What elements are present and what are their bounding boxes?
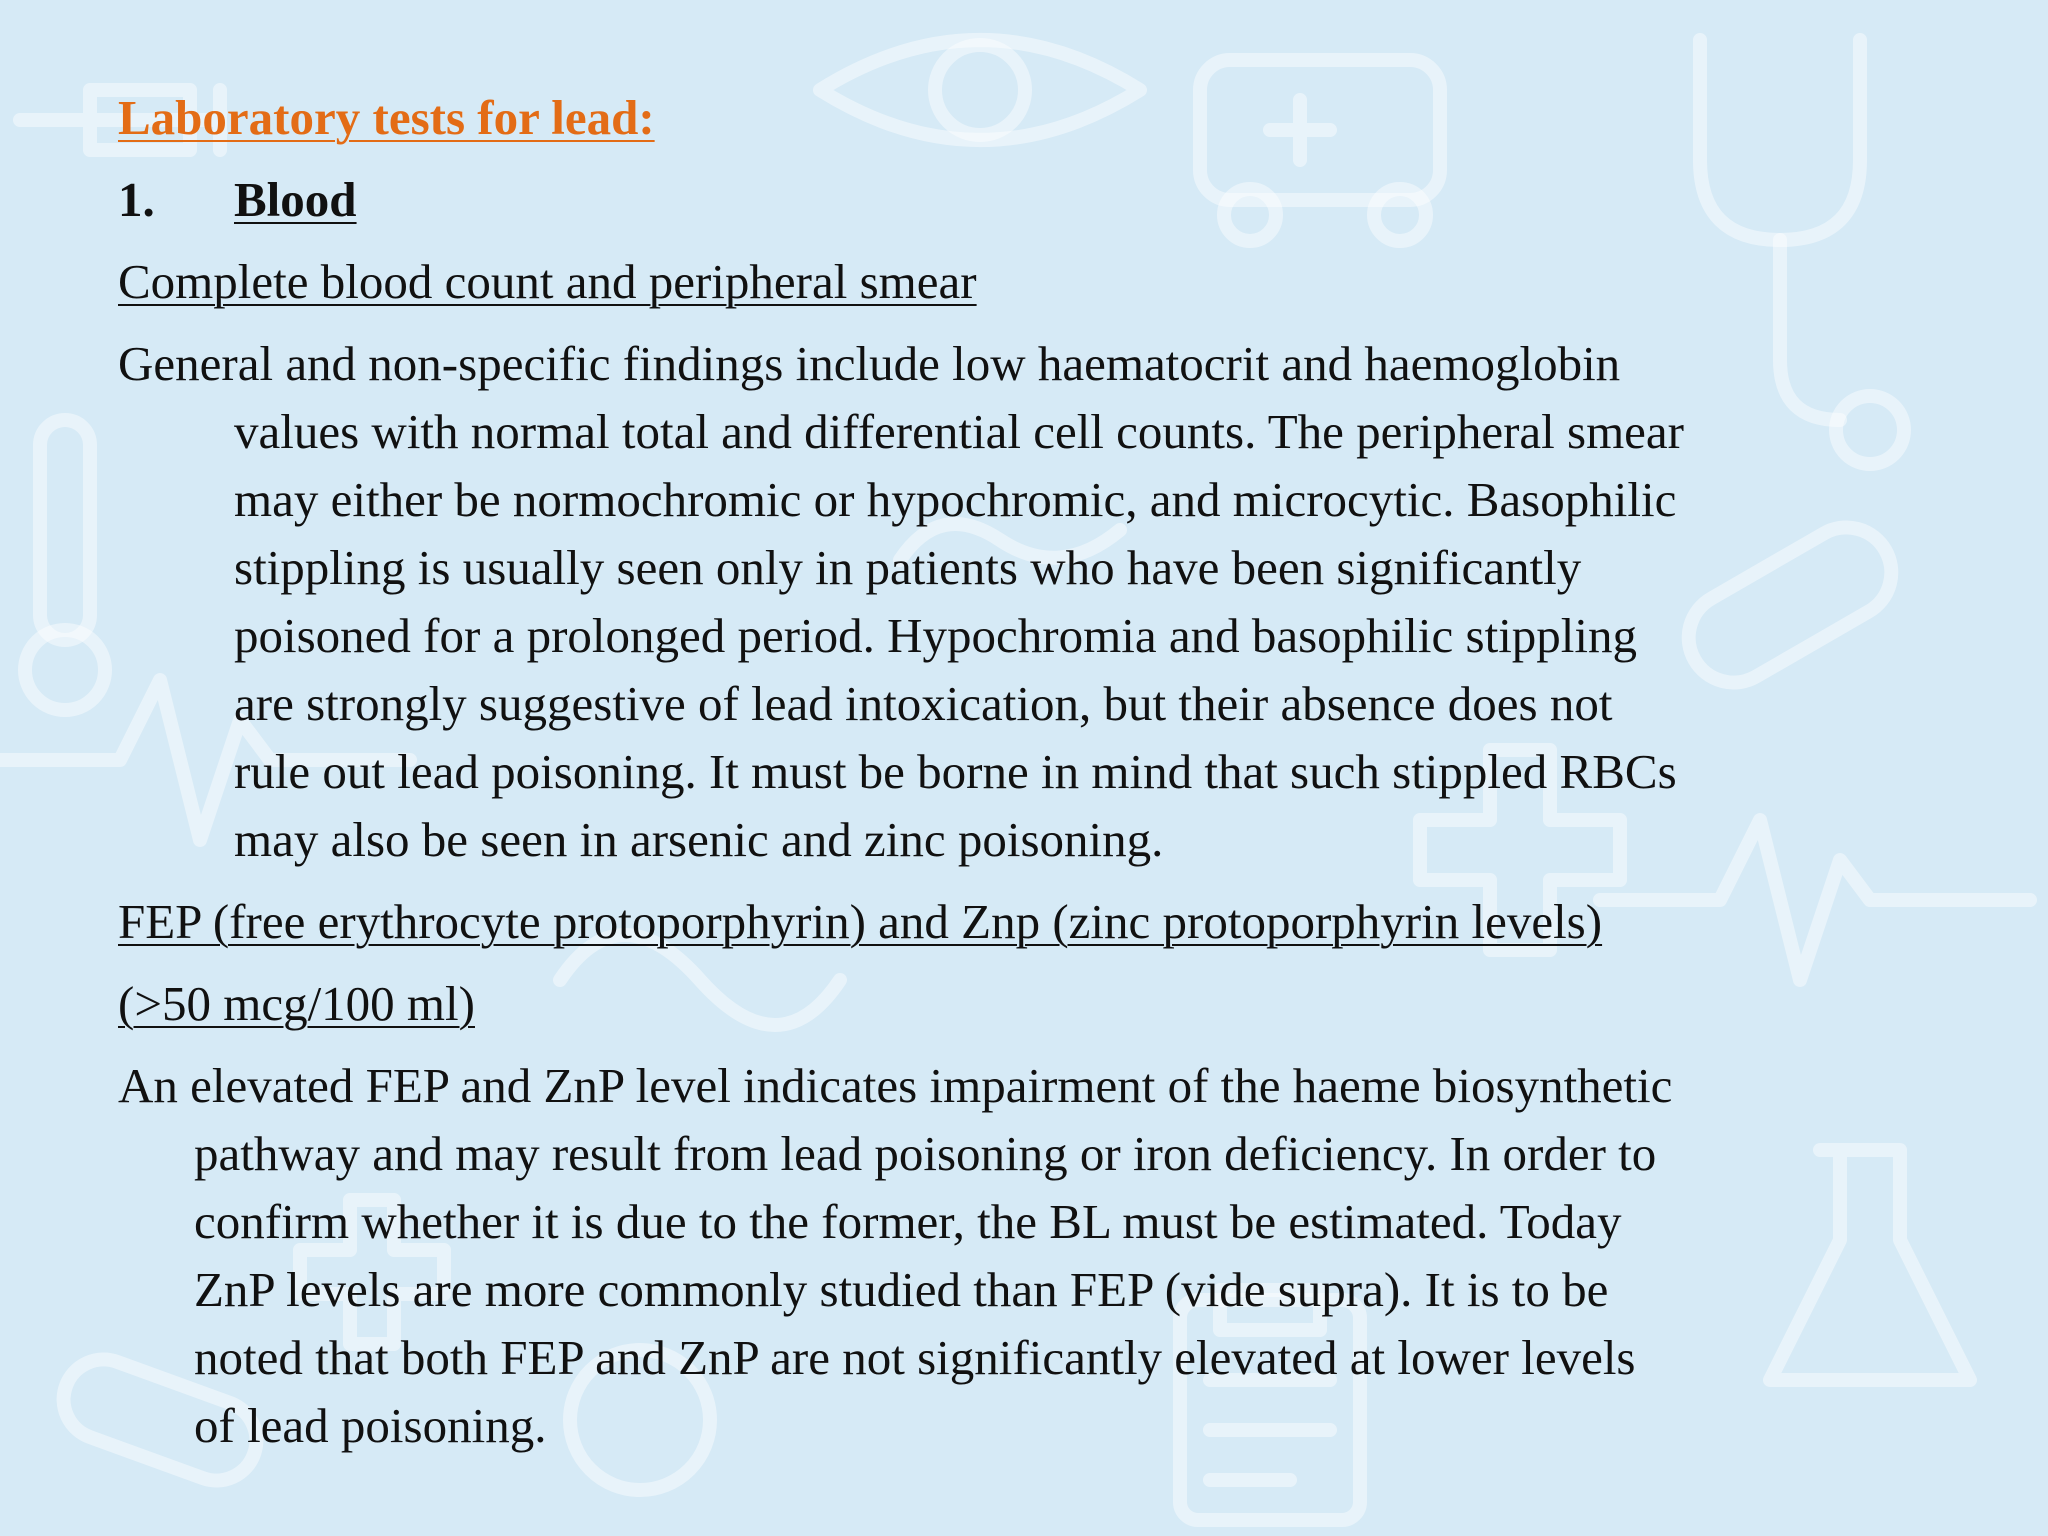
section-title: Blood <box>234 172 357 227</box>
subheading-cbc: Complete blood count and peripheral smear <box>118 254 977 309</box>
paragraph-line: of lead poisoning. <box>194 1398 547 1453</box>
paragraph-line: pathway and may result from lead poisoning or iron deficiency. In order to <box>194 1126 1657 1181</box>
section-number: 1. <box>118 172 155 227</box>
section-heading <box>118 166 1978 234</box>
paragraph-line: ZnP levels are more commonly studied than FEP (vide supra). It is to be <box>194 1262 1609 1317</box>
paragraph-line: stippling is usually seen only in patients who have been significantly <box>234 540 1582 595</box>
slide-content <box>118 84 1978 1474</box>
paragraph-line: General and non-specific findings include low haematocrit and haemoglobin <box>118 336 1621 391</box>
paragraph-cbc <box>118 330 1978 874</box>
paragraph-line: rule out lead poisoning. It must be borne in mind that such stippled RBCs <box>234 744 1677 799</box>
subheading-fep-threshold: (>50 mcg/100 ml) <box>118 976 475 1031</box>
slide-title: Laboratory tests for lead: <box>118 90 655 145</box>
paragraph-line: may also be seen in arsenic and zinc poisoning. <box>234 812 1164 867</box>
paragraph-line: are strongly suggestive of lead intoxication, but their absence does not <box>234 676 1613 731</box>
paragraph-line: An elevated FEP and ZnP level indicates impairment of the haeme biosynthetic <box>118 1058 1673 1113</box>
paragraph-line: noted that both FEP and ZnP are not significantly elevated at lower levels <box>194 1330 1636 1385</box>
paragraph-line: values with normal total and differential cell counts. The peripheral smear <box>234 404 1684 459</box>
paragraph-line: may either be normochromic or hypochromic, and microcytic. Basophilic <box>234 472 1677 527</box>
paragraph-fep <box>118 1052 1978 1460</box>
paragraph-line: poisoned for a prolonged period. Hypochromia and basophilic stippling <box>234 608 1638 663</box>
subheading-fep: FEP (free erythrocyte protoporphyrin) and Znp (zinc protoporphyrin levels) <box>118 894 1603 949</box>
paragraph-line: confirm whether it is due to the former, the BL must be estimated. Today <box>194 1194 1622 1249</box>
